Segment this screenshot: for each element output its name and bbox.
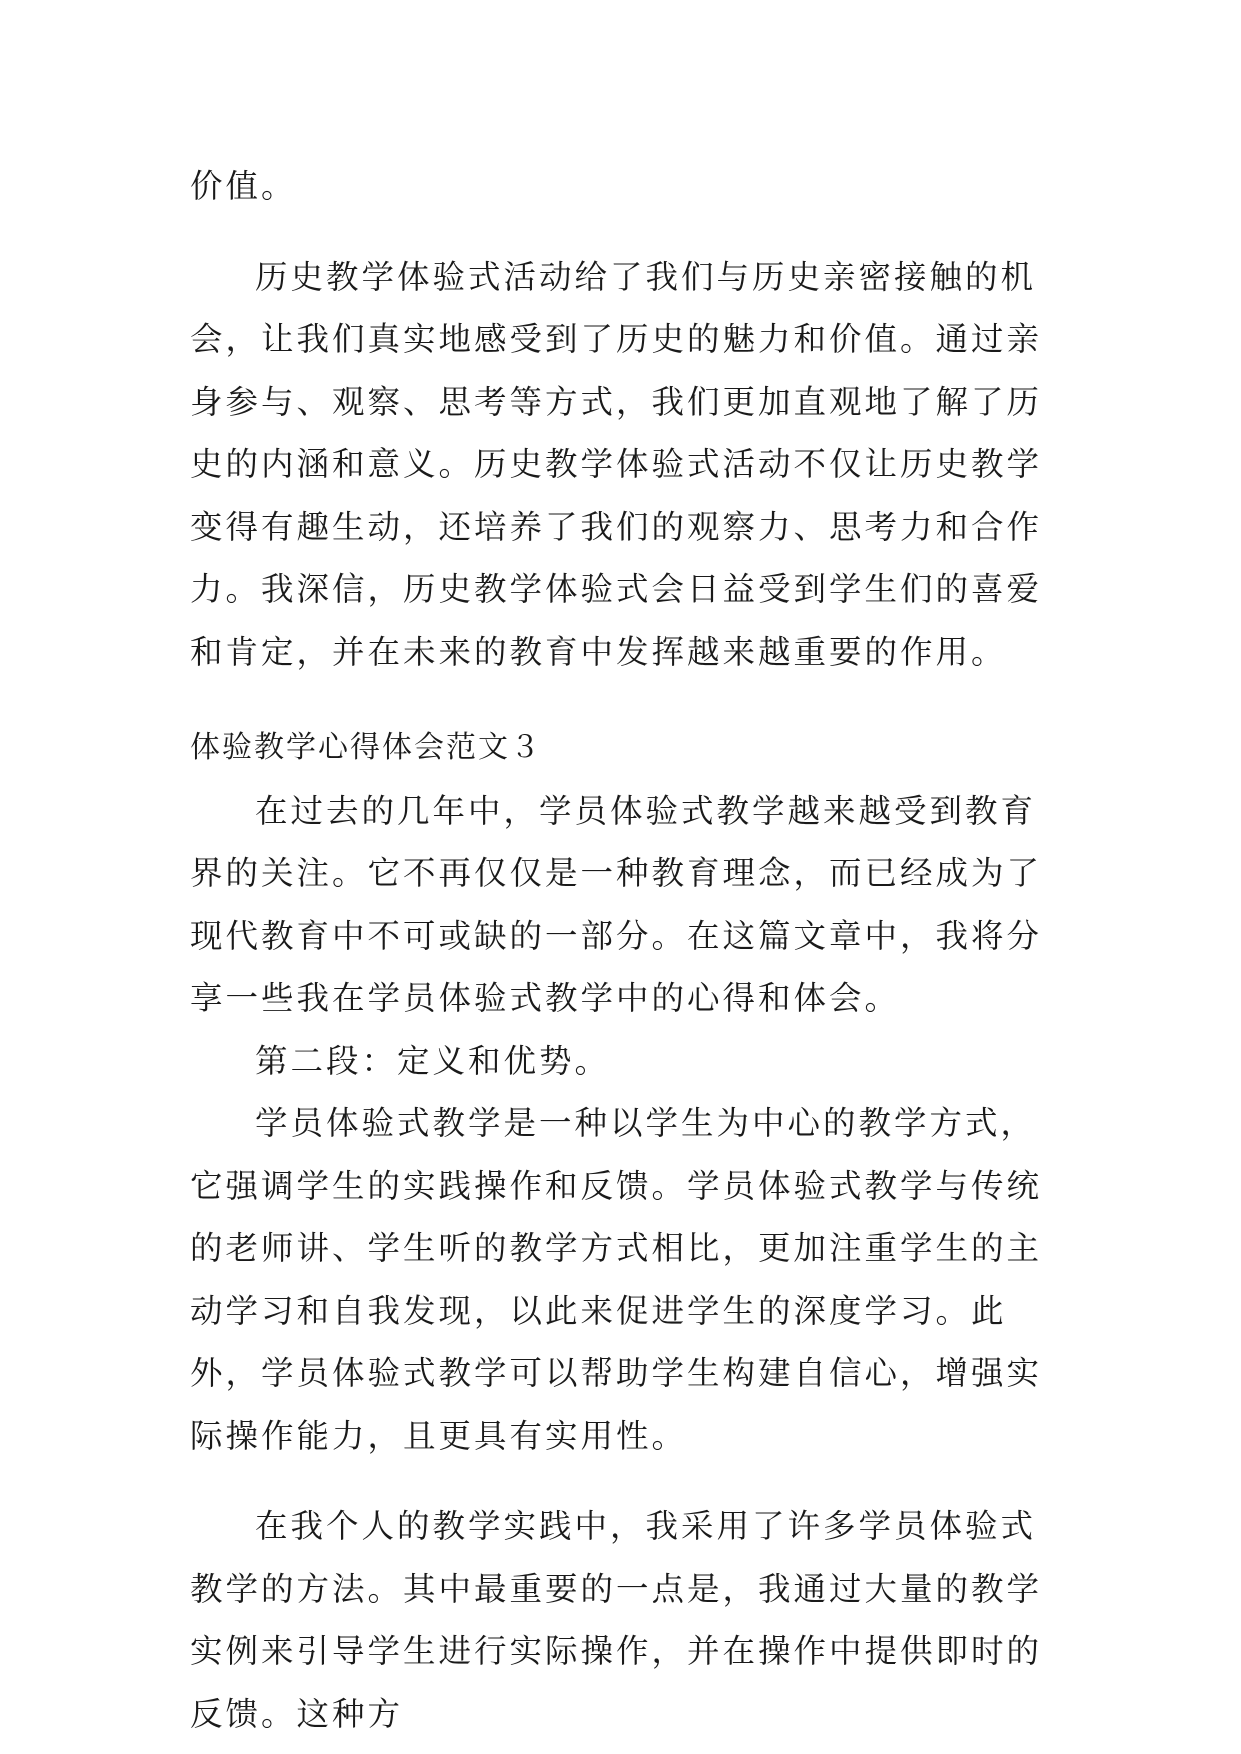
- paragraph-gap: [190, 218, 1070, 246]
- paragraph-practice: 在我个人的教学实践中，我采用了许多学员体验式教学的方法。其中最重要的一点是，我通过大量的教学实例来引导学生进行实际操作，并在操作中提供即时的反馈。这种方: [190, 1507, 1043, 1733]
- paragraph-subheading: 第二段：定义和优势。: [255, 1041, 611, 1080]
- paragraph-intro: 在过去的几年中，学员体验式教学越来越受到教育界的关注。它不再仅仅是一种教育理念，而已经成为了现代教育中不可或缺的一部分。在这篇文章中，我将分享一些我在学员体验式教学中的心得和体会。: [190, 791, 1043, 1017]
- paragraph-definition: 学员体验式教学是一种以学生为中心的教学方式，它强调学生的实践操作和反馈。学员体验式教学与传统的老师讲、学生听的教学方式相比，更加注重学生的主动学习和自我发现，以此来促进学生的深度学习。此外，学员体验式教学可以帮助学生构建自信心，增强实际操作能力，且更具有实用性。: [190, 1104, 1043, 1455]
- paragraph-gap: [190, 1467, 1070, 1495]
- section-heading: 体验教学心得体会范文３: [190, 730, 542, 765]
- document-body: [190, 155, 1070, 1745]
- paragraph-history-summary: 历史教学体验式活动给了我们与历史亲密接触的机会，让我们真实地感受到了历史的魅力和价值。通过亲身参与、观察、思考等方式，我们更加直观地了解了历史的内涵和意义。历史教学体验式活动不仅让历史教学变得有趣生动，还培养了我们的观察力、思考力和合作力。我深信，历史教学体验式会日益受到学生们的喜爱和肯定，并在未来的教育中发挥越来越重要的作用。: [190, 257, 1043, 671]
- paragraph-continuation: 价值。: [190, 167, 297, 205]
